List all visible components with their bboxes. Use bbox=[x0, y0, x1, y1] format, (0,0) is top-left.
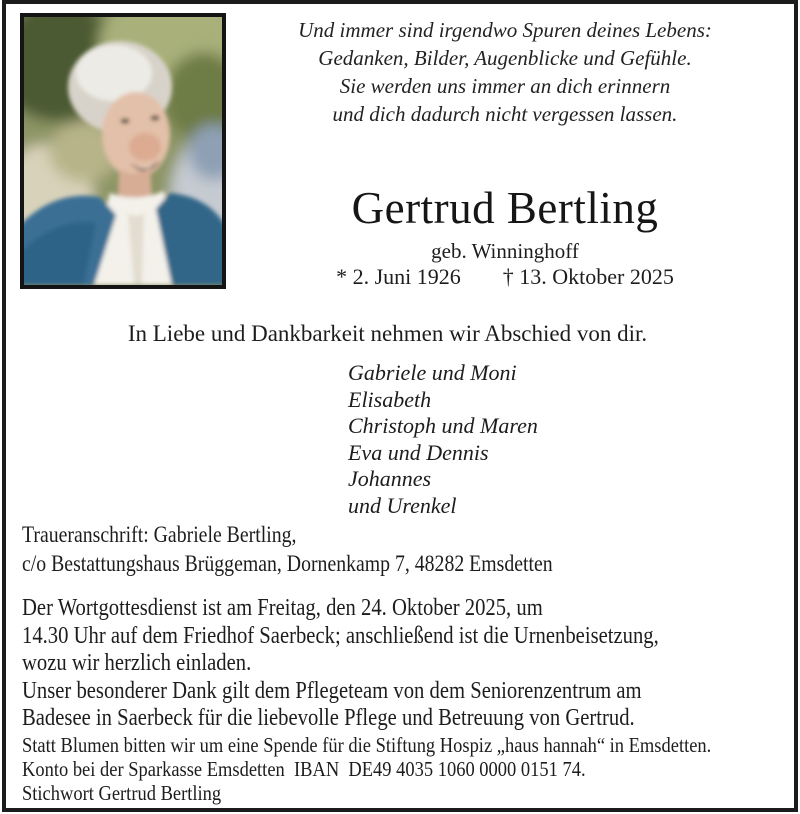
poem-line: Gedanken, Bilder, Augenblicke und Gefühle. bbox=[318, 46, 692, 70]
deceased-name: Gertrud Bertling bbox=[351, 183, 659, 233]
mourner-name: Eva und Dennis bbox=[348, 439, 489, 465]
service-information bbox=[22, 595, 762, 733]
donation-line: Stichwort Gertrud Bertling bbox=[22, 781, 222, 805]
mourners-list bbox=[348, 360, 538, 519]
mourner-name: Elisabeth bbox=[348, 386, 432, 412]
farewell-line: In Liebe und Dankbarkeit nehmen wir Abschied von dir. bbox=[127, 321, 648, 346]
portrait-photo-image bbox=[24, 17, 222, 285]
poem-line: Sie werden uns immer an dich erinnern bbox=[339, 74, 671, 98]
mourner-name: Johannes bbox=[348, 466, 432, 491]
memorial-poem bbox=[225, 16, 785, 128]
poem-line: und dich dadurch nicht vergessen lassen. bbox=[332, 102, 678, 126]
poem-line: Und immer sind irgendwo Spuren deines Lebens: bbox=[298, 18, 712, 42]
service-line: 14.30 Uhr auf dem Friedhof Saerbeck; anschließend ist die Urnenbeisetzung, bbox=[22, 622, 659, 649]
donation-line: Statt Blumen bitten wir um eine Spende für die Stiftung Hospiz „haus hannah“ in Emsdetten. bbox=[22, 733, 712, 757]
birth-name: geb. Winninghoff bbox=[431, 239, 579, 263]
death-date: † 13. Oktober 2025 bbox=[502, 264, 674, 289]
header-column bbox=[225, 0, 785, 300]
portrait-photo bbox=[20, 13, 226, 289]
donation-line: Konto bei der Sparkasse Emsdetten IBAN DE49 4035 1060 0000 0151 74. bbox=[22, 757, 586, 781]
donation-information bbox=[22, 733, 800, 805]
mourner-name: Christoph und Maren bbox=[348, 413, 538, 438]
mourner-name: Gabriele und Moni bbox=[348, 360, 517, 385]
life-dates bbox=[225, 264, 785, 290]
address-line: Traueranschrift: Gabriele Bertling, bbox=[22, 522, 297, 547]
service-line: Unser besonderer Dank gilt dem Pflegeteam von dem Seniorenzentrum am bbox=[22, 677, 642, 704]
service-line: Der Wortgottesdienst ist am Freitag, den 24. Oktober 2025, um bbox=[22, 595, 543, 621]
service-line: wozu wir herzlich einladen. bbox=[22, 650, 252, 676]
service-line: Badesee in Saerbeck für die liebevolle Pflege und Betreuung von Gertrud. bbox=[22, 705, 635, 731]
birth-date: * 2. Juni 1926 bbox=[336, 264, 461, 289]
address-line: c/o Bestattungshaus Brüggeman, Dornenkamp 7, 48282 Emsdetten bbox=[22, 550, 553, 576]
mourning-address bbox=[22, 521, 639, 578]
mourner-name: und Urenkel bbox=[348, 492, 457, 518]
